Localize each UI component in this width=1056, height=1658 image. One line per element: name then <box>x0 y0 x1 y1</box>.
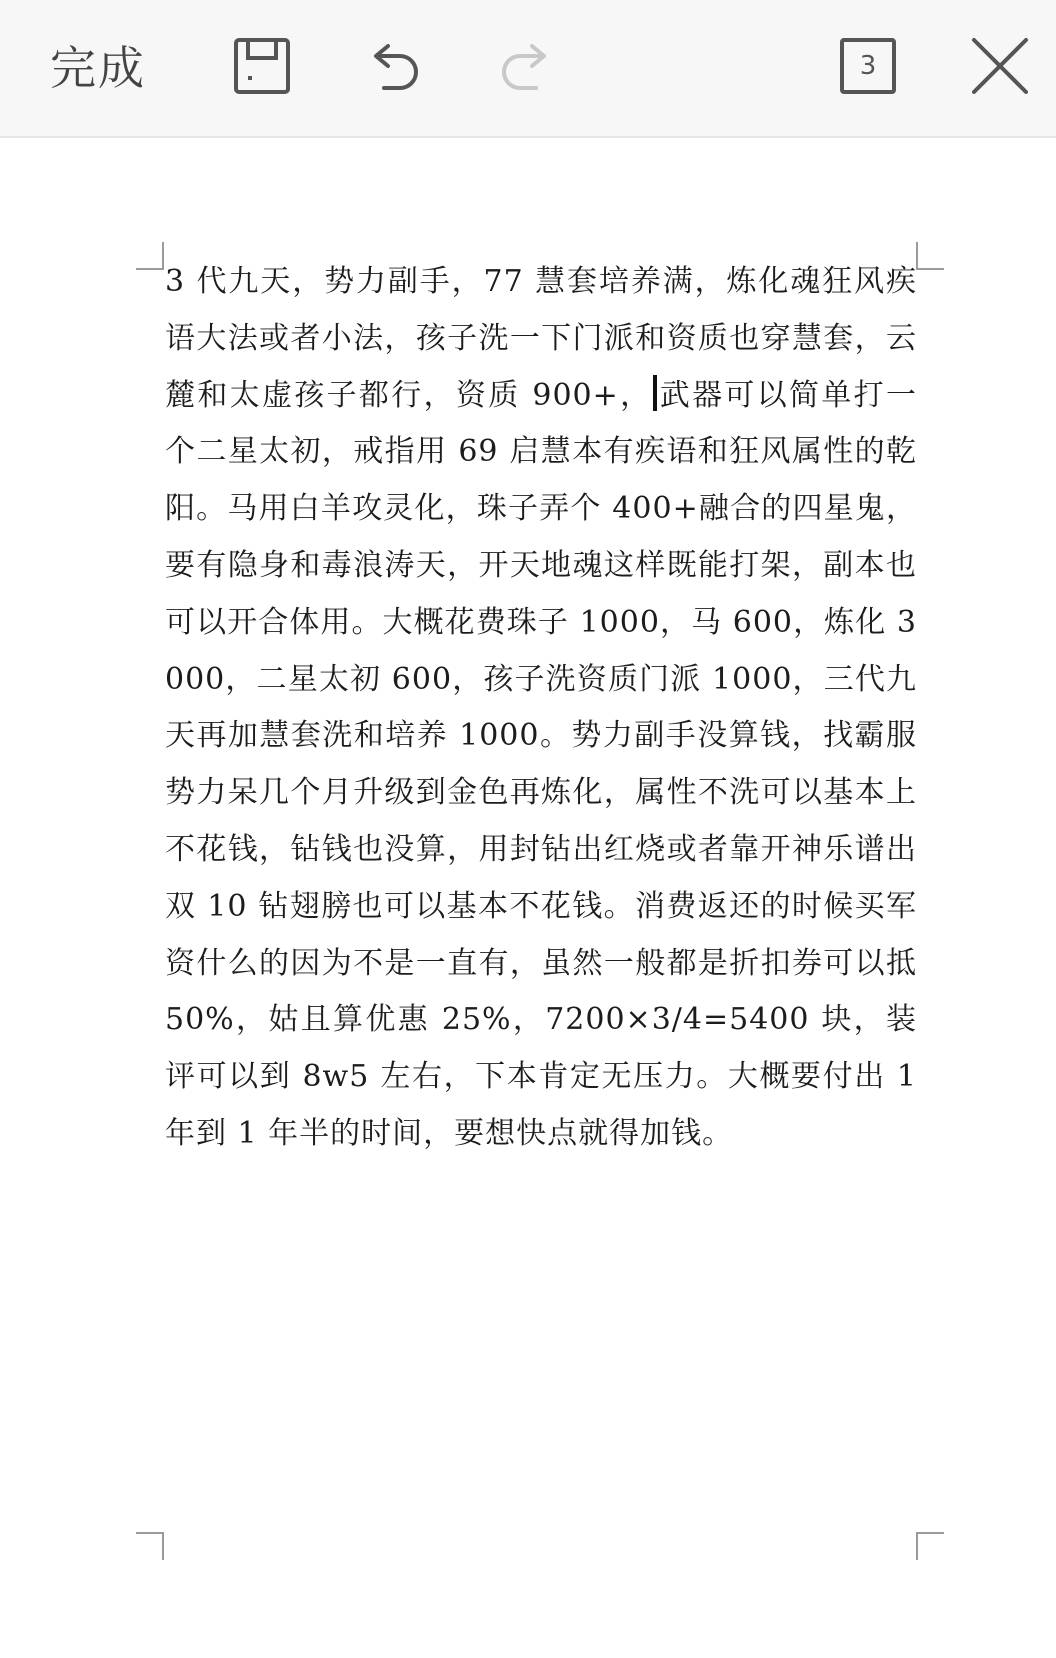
save-button[interactable] <box>230 34 294 98</box>
undo-button[interactable] <box>362 34 426 98</box>
margin-corner-top-right <box>916 242 944 270</box>
text-before-cursor: 3 代九天，势力副手，77 慧套培养满，炼化魂狂风疾语大法或者小法，孩子洗一下门派和资质也穿慧套，云麓和太虚孩子都行，资质 900+， <box>165 264 917 413</box>
page-count-label: 3 <box>859 51 877 81</box>
undo-icon <box>362 34 426 98</box>
margin-corner-bottom-right <box>916 1532 944 1560</box>
editor-toolbar <box>0 0 1056 138</box>
redo-icon <box>494 34 558 98</box>
text-after-cursor: 武器可以简单打一个二星太初，戒指用 69 启慧本有疾语和狂风属性的乾阳。马用白羊攻灵化，珠子弄个 400+融合的四星鬼，要有隐身和毒浪涛天，开天地魂这样既能打架，副本也可以开合体用。大概花费珠子 1000，马 600，炼化 3000，二星太初 600，孩子洗资质门派 1000，三代九天再加慧套洗和培养 1000。势力副手没算钱，找霸服势力呆几个月升级到金色再炼化，属性不洗可以基本上不花钱，钻钱也没算，用封钻出红烧或者靠开神乐谱出双 10 钻翅膀也可以基本不花钱。消费返还的时候买军资什么的因为不是一直有，虽然一般都是折扣券可以抵 50%，姑且算优惠 25%，7200×3/4=5400 块，装评可以到 8w5 左右，下本肯定无压力。大概要付出 1 年到 1 年半的时间，要想快点就得加钱。 <box>165 377 918 1151</box>
close-button[interactable] <box>968 34 1032 98</box>
document-page[interactable] <box>0 138 1056 1658</box>
done-button[interactable]: 完成 <box>50 41 146 95</box>
text-cursor <box>653 375 657 411</box>
redo-button[interactable] <box>494 34 558 98</box>
document-text[interactable] <box>165 254 917 1163</box>
close-icon <box>968 34 1032 98</box>
margin-corner-top-left <box>136 242 164 270</box>
margin-corner-bottom-left <box>136 1532 164 1560</box>
save-icon <box>230 34 294 98</box>
page-count-button[interactable] <box>836 34 900 98</box>
